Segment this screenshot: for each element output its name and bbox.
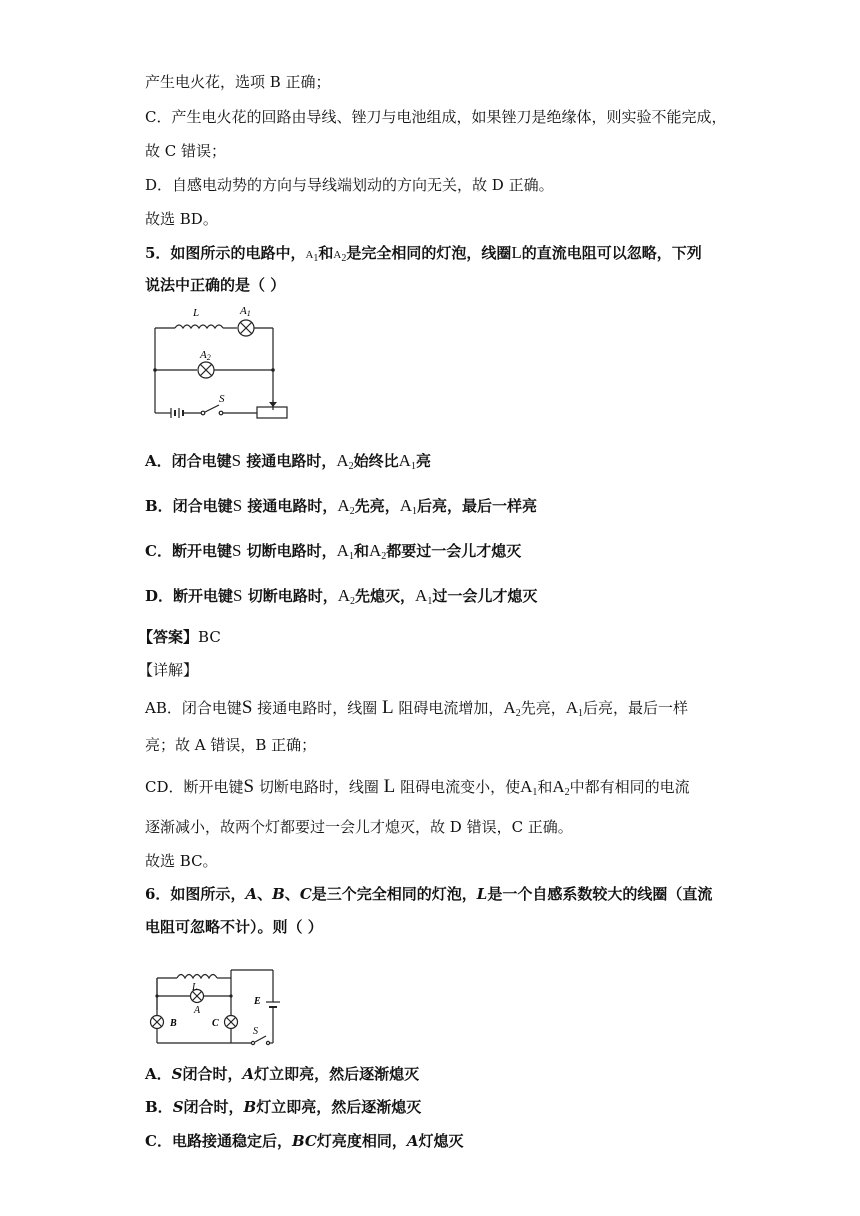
q5-option-d: D．断开电键S 切断电路时，$A_2$先熄灭，$A_1$过一会儿才熄灭 xyxy=(145,586,538,607)
text-line: 逐渐减小，故两个灯都要过一会儿才熄灭，故 D 错误，C 正确。 xyxy=(145,818,573,836)
sym-a1: $A_1$ xyxy=(336,541,354,562)
sym-a1: $A_1$ xyxy=(399,496,417,517)
sym-a1: $A_1$ xyxy=(415,586,433,607)
sym-a1: $A_1$ xyxy=(520,777,538,798)
q5-answer: 【答案】BC xyxy=(138,628,221,646)
q6-option-c: C．电路接通稳定后，BC灯亮度相同，A灯熄灭 xyxy=(145,1132,464,1150)
q5-circuit-diagram xyxy=(145,300,295,425)
q5-detail-cd: CD．断开电键S 切断电路时，线圈 L 阻碍电流变小，使$A_1$和$A_2$中都有相同的电流 xyxy=(145,776,690,798)
q6-option-a: A．S闭合时，A灯立即亮，然后逐渐熄灭 xyxy=(145,1065,420,1083)
q6-stem-line2: 电阻可忽略不计）。则（ ） xyxy=(145,918,323,936)
label-coil: L xyxy=(192,982,198,993)
sym-s: S xyxy=(233,586,243,605)
sym-s: S xyxy=(231,541,242,560)
sym-a2: $A_2$ xyxy=(336,451,354,472)
text-line: C．产生电火花的回路由导线、锉刀与电池组成，如果锉刀是绝缘体，则实验不能完成， xyxy=(145,108,727,126)
sym-s: S xyxy=(231,451,242,470)
label-a1: A1 xyxy=(240,305,251,318)
text-line: 故 C 错误； xyxy=(145,142,227,160)
text-line: 故选 BC。 xyxy=(145,852,218,870)
q5-lead: 5．如图所示的电路中， xyxy=(145,244,306,262)
q5-stem-end: 的直流电阻可以忽略，下列 xyxy=(521,244,702,262)
label-coil: L xyxy=(193,307,200,319)
sym-a2: $A_2$ xyxy=(337,496,355,517)
sym-coil: L xyxy=(382,697,394,718)
label-lamp-a: A xyxy=(194,1005,201,1016)
sym-a2: $A_2$ xyxy=(552,777,570,798)
sym-a1: $A_1$ xyxy=(565,698,583,719)
sym-s: S xyxy=(243,776,255,797)
q5-stem-line1 xyxy=(145,243,702,269)
sym-coil: L xyxy=(383,776,396,797)
q5-stem-rest: 是完全相同的灯泡，线圈 xyxy=(346,244,512,262)
sym-a1: $A_1$ xyxy=(398,451,416,472)
sym-a2: A2 xyxy=(333,249,347,264)
label-lamp-c: C xyxy=(212,1018,219,1029)
q5-option-c: C．断开电键S 切断电路时，$A_1$和$A_2$都要过一会儿才熄灭 xyxy=(145,541,522,562)
label-lamp-b: B xyxy=(170,1018,177,1029)
sym-a1: A1 xyxy=(305,249,319,264)
sym-a2: $A_2$ xyxy=(368,541,387,562)
text-line: 亮；故 A 错误，B 正确； xyxy=(145,736,317,754)
q5-option-a: A．闭合电键S 接通电路时，$A_2$始终比$A_1$亮 xyxy=(145,451,431,472)
q5-option-b: B．闭合电键S 接通电路时，$A_2$先亮，$A_1$后亮，最后一样亮 xyxy=(145,496,537,517)
sym-coil: L xyxy=(511,243,522,262)
sym-s: S xyxy=(232,496,243,515)
text-line: 产生电火花，选项 B 正确； xyxy=(145,73,331,91)
q5-stem-line2: 说法中正确的是（ ） xyxy=(145,276,286,294)
label-a2: A2 xyxy=(200,349,211,362)
sym-a2: $A_2$ xyxy=(337,586,356,607)
label-switch: S xyxy=(253,1026,258,1037)
q6-circuit-diagram xyxy=(145,958,280,1048)
sym-s: S xyxy=(241,697,253,718)
q6-option-b: B．S闭合时，B灯立即亮，然后逐渐熄灭 xyxy=(145,1098,422,1116)
q5-detail-ab: AB．闭合电键S 接通电路时，线圈 L 阻碍电流增加，$A_2$先亮，$A_1$后亮，最后一样 xyxy=(145,697,689,719)
label-battery: E xyxy=(254,996,261,1007)
text-line: D．自感电动势的方向与导线端划动的方向无关，故 D 正确。 xyxy=(145,176,554,194)
sym-a2: $A_2$ xyxy=(503,698,521,719)
text-line: 故选 BD。 xyxy=(145,210,218,228)
label-switch: S xyxy=(219,393,225,405)
q5-detail-label: 【详解】 xyxy=(138,661,199,679)
q6-stem-line1: 6．如图所示，A、B、C是三个完全相同的灯泡，L是一个自感系数较大的线圈（直流 xyxy=(145,885,713,903)
q5-and: 和 xyxy=(318,244,334,262)
